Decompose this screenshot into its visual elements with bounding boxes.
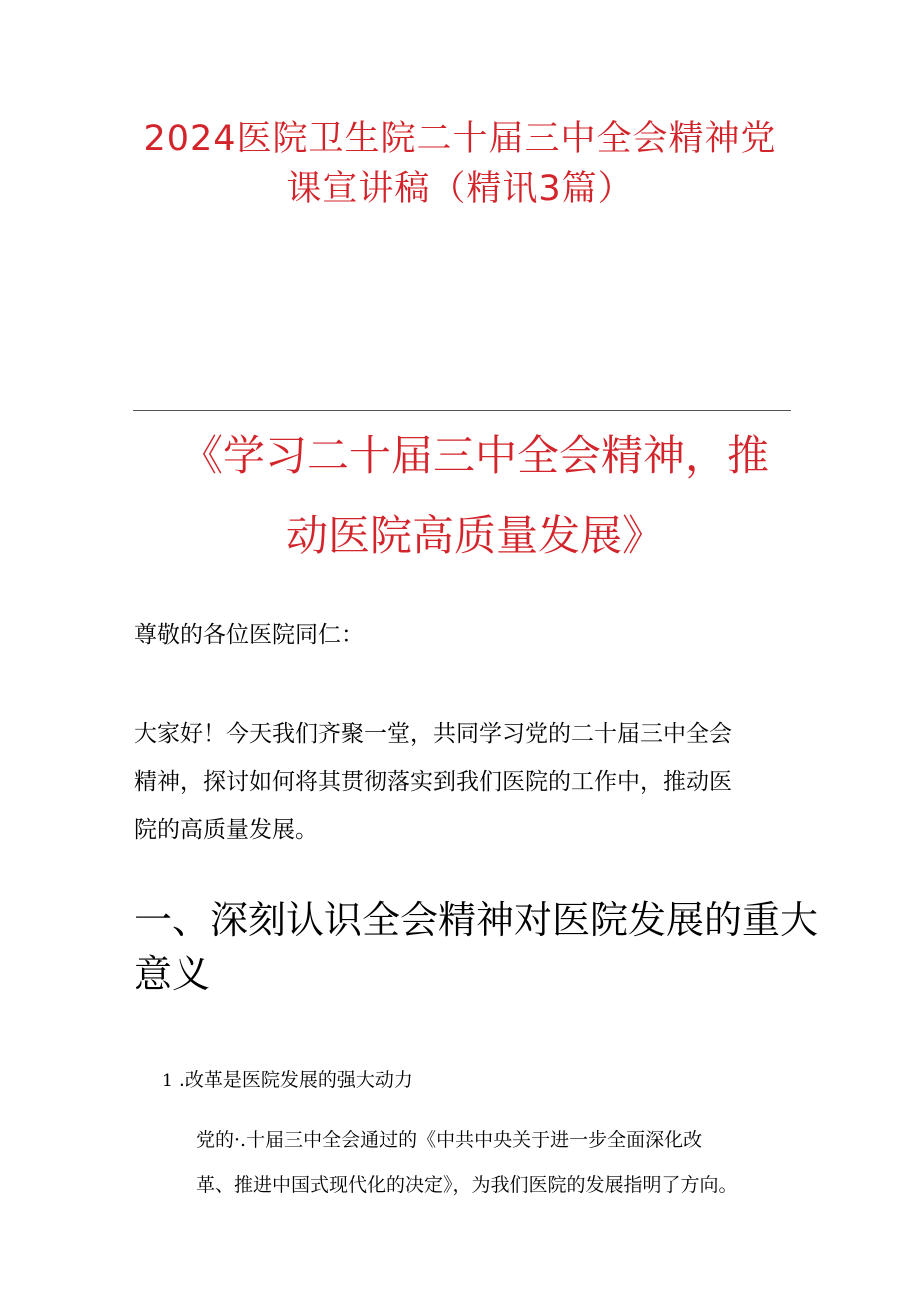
subsection-heading-1 [162,1065,413,1096]
intro-paragraph [134,710,784,854]
intro-line-3: 院的高质量发展。 [134,817,318,843]
body-line-2: 革、推进中国式现代化的决定》，为我们医院的发展指明了方向。 [196,1174,738,1196]
body-paragraph [196,1118,796,1208]
intro-line-1: 大家好！今天我们齐聚一堂，共同学习党的二十届三中全会 [134,721,732,747]
intro-line-2: 精神，探讨如何将其贯彻落实到我们医院的工作中，推动医 [134,769,732,795]
title-divider [133,410,791,411]
body-line-1: 党的·.十届三中全会通过的《中共中央关于进一步全面深化改 [196,1129,703,1151]
document-title [100,114,820,214]
document-title-line-2: 课宣讲稿（精讯3篇） [286,169,634,209]
document-title-line-1: 2024医院卫生院二十届三中全会精神党 [143,119,777,159]
section-heading-line-1: 一、深刻认识全会精神对医院发展的重大 [134,898,819,942]
subsection-number: 1 [162,1071,173,1091]
section-heading-1 [134,893,819,1001]
speech-title-line-2: 动医院高质量发展》 [285,511,664,560]
subsection-title: .改革是医院发展的强大动力 [178,1069,413,1091]
speech-title-line-1: 《学习二十届三中全会精神，推 [180,431,769,480]
speech-title [130,416,820,576]
greeting: 尊敬的各位医院同仁： [134,622,364,648]
section-heading-line-2: 意义 [134,952,211,996]
